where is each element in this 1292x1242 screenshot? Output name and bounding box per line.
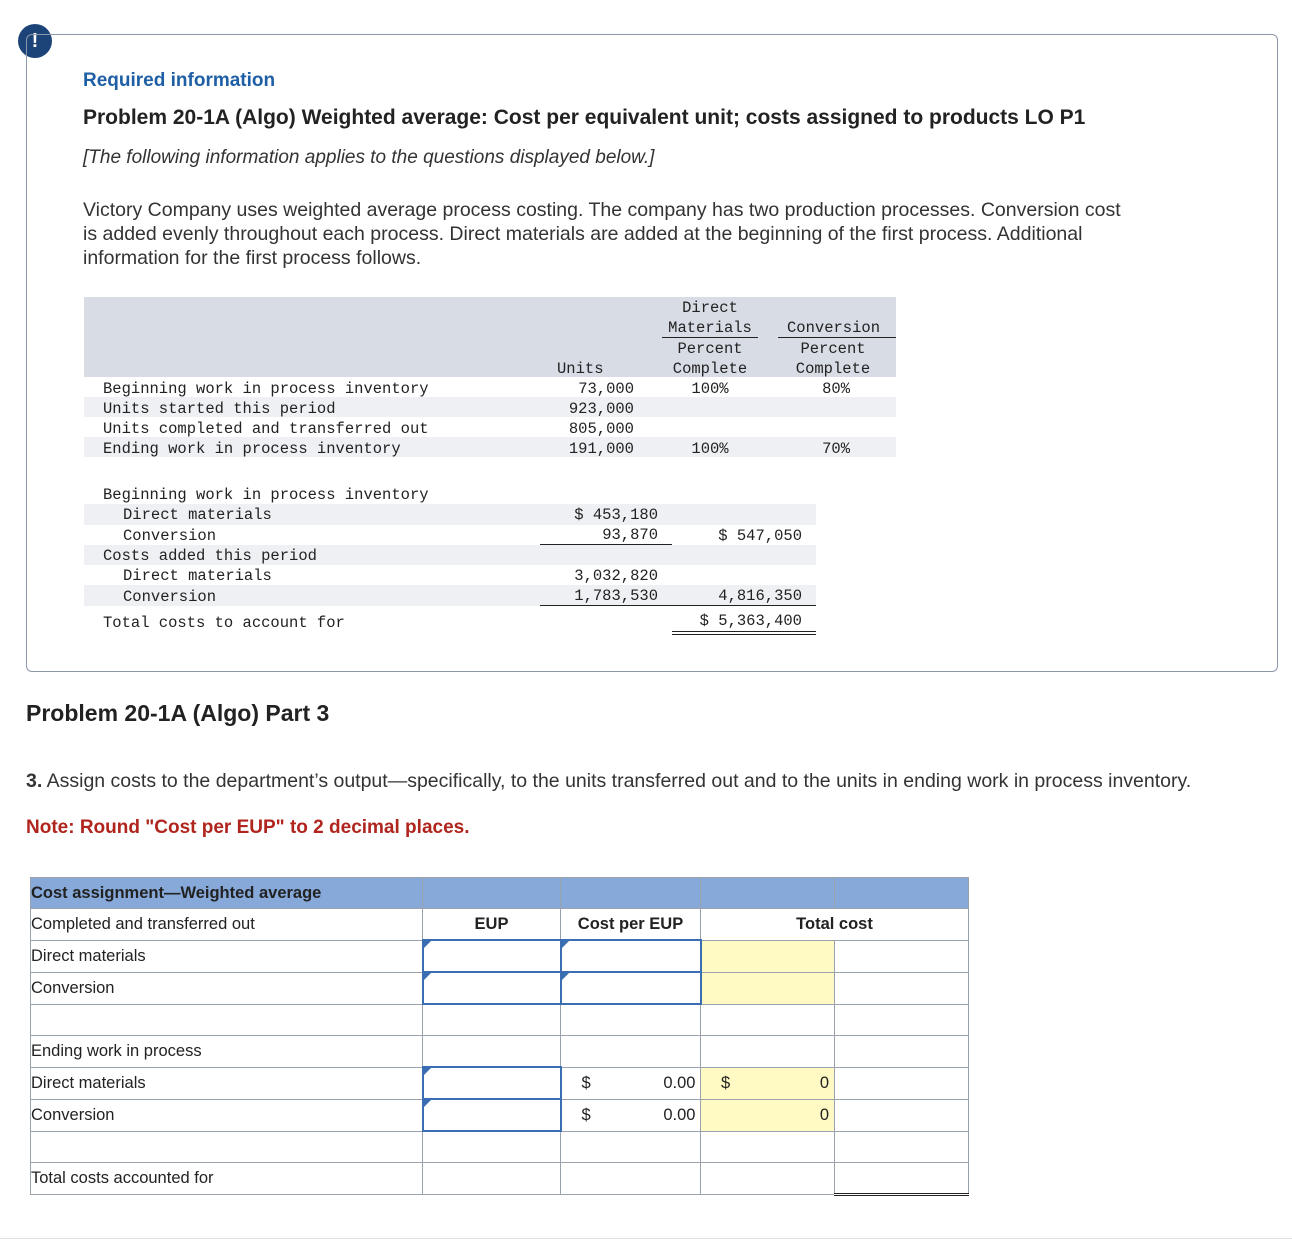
cost-added-conv-value: 1,783,530 xyxy=(574,587,658,605)
table-row xyxy=(31,940,969,972)
header-percent: Percent xyxy=(677,340,743,358)
row-label: Conversion xyxy=(31,1099,423,1131)
header-complete: Complete xyxy=(795,360,871,378)
units-row-units: 191,000 xyxy=(568,440,634,458)
cost-per-eup-input-completed-conv[interactable] xyxy=(561,972,701,1004)
eup-input-completed-conv[interactable] xyxy=(423,972,561,1004)
table-row xyxy=(31,972,969,1004)
total-accounted-label: Total costs accounted for xyxy=(31,1163,423,1195)
cost-beg-conv-label: Conversion xyxy=(123,527,217,545)
cost-per-eup-value: 0.00 xyxy=(663,1105,696,1124)
cost-added-dm-value: 3,032,820 xyxy=(574,567,658,585)
total-cost-cell-completed-dm xyxy=(701,940,835,972)
total-cost-ending-dm xyxy=(701,1067,835,1099)
cost-added-total: 4,816,350 xyxy=(718,587,802,605)
eup-input-completed-dm[interactable] xyxy=(423,940,561,972)
cost-per-eup-ending-conv xyxy=(561,1099,701,1131)
units-table-header-bg xyxy=(84,297,896,377)
units-row-label: Beginning work in process inventory xyxy=(103,380,429,398)
units-row-conv: 70% xyxy=(822,440,850,458)
subtotal-underline xyxy=(540,605,672,606)
header-underline xyxy=(662,337,758,338)
dollar-sign: $ xyxy=(581,1105,591,1124)
question-body: Assign costs to the department’s output—specifically, to the units transferred out and to the units in ending work in process inventory. xyxy=(46,770,1192,792)
units-row-units: 805,000 xyxy=(568,420,634,438)
double-underline xyxy=(672,634,816,635)
table-row xyxy=(31,909,969,941)
intro-line: information for the first process follows. xyxy=(83,247,422,269)
header-complete: Complete xyxy=(672,360,748,378)
ending-label: Ending work in process xyxy=(31,1036,423,1068)
part-title: Problem 20-1A (Algo) Part 3 xyxy=(26,700,330,726)
cost-beg-dm-label: Direct materials xyxy=(123,506,272,524)
question-number: 3. xyxy=(26,770,43,792)
eup-input-ending-dm[interactable] xyxy=(423,1067,561,1099)
cost-added-dm-label: Direct materials xyxy=(123,567,272,585)
cost-per-eup-input-completed-dm[interactable] xyxy=(561,940,701,972)
alert-icon: ! xyxy=(18,24,52,58)
rounding-note: Note: Round "Cost per EUP" to 2 decimal places. xyxy=(26,817,470,838)
units-row-label: Units completed and transferred out xyxy=(103,420,429,438)
cost-beg-label: Beginning work in process inventory xyxy=(103,486,429,504)
table-row xyxy=(31,1067,969,1099)
row-label: Direct materials xyxy=(31,940,423,972)
total-cost-value: 0 xyxy=(819,1073,829,1092)
units-row-units: 73,000 xyxy=(578,380,634,398)
double-underline xyxy=(672,631,816,632)
cost-beg-total: $ 547,050 xyxy=(718,527,802,545)
intro-line: Victory Company uses weighted average process costing. The company has two production processes. Conversion cost xyxy=(83,199,1121,221)
eup-input-ending-conv[interactable] xyxy=(423,1099,561,1131)
row-label: Conversion xyxy=(31,972,423,1004)
table-header-row xyxy=(31,878,969,909)
header-units: Units xyxy=(557,360,604,378)
header-direct: Direct xyxy=(682,299,738,317)
intro-line: is added evenly throughout each process. Direct materials are added at the beginning of the first process. Additional xyxy=(83,223,1083,245)
cost-beg-conv-value: 93,870 xyxy=(602,526,658,544)
required-information-heading: Required information xyxy=(83,70,276,91)
total-cost-cell-completed-conv xyxy=(701,972,835,1004)
cost-assignment-table xyxy=(30,877,969,1196)
header-underline xyxy=(778,337,896,338)
header-materials: Materials xyxy=(668,319,752,337)
units-row-label: Ending work in process inventory xyxy=(103,440,401,458)
completed-label: Completed and transferred out xyxy=(31,909,423,941)
col-total-cost-header: Total cost xyxy=(701,909,969,941)
table-title: Cost assignment—Weighted average xyxy=(31,878,423,909)
total-underline xyxy=(672,605,816,606)
cost-total-label: Total costs to account for xyxy=(103,614,345,632)
intro-paragraph xyxy=(83,198,1233,270)
header-conversion: Conversion xyxy=(786,319,880,337)
dollar-sign: $ xyxy=(581,1073,591,1092)
dollar-sign: $ xyxy=(721,1073,731,1092)
table-row xyxy=(31,1099,969,1131)
cost-total-value: $ 5,363,400 xyxy=(699,612,802,630)
table-row xyxy=(31,1163,969,1195)
units-row-dm: 100% xyxy=(691,440,729,458)
units-row-dm: 100% xyxy=(691,380,729,398)
total-cost-ending-conv xyxy=(701,1099,835,1131)
cost-per-eup-ending-dm xyxy=(561,1067,701,1099)
units-row-label: Units started this period xyxy=(103,400,336,418)
total-cost-value: 0 xyxy=(819,1105,829,1124)
page-bottom-divider xyxy=(0,1238,1292,1239)
row-label: Direct materials xyxy=(31,1067,423,1099)
total-accounted-cell xyxy=(835,1163,969,1195)
problem-title: Problem 20-1A (Algo) Weighted average: Cost per equivalent unit; costs assigned to products LO P1 xyxy=(83,106,1086,129)
cost-added-label: Costs added this period xyxy=(103,547,317,565)
table-row xyxy=(31,1036,969,1068)
table-row xyxy=(31,1131,969,1163)
subtotal-underline xyxy=(540,544,672,545)
cost-beg-dm-value: $ 453,180 xyxy=(574,506,658,524)
cost-per-eup-value: 0.00 xyxy=(663,1073,696,1092)
units-row-conv: 80% xyxy=(822,380,850,398)
header-percent: Percent xyxy=(800,340,866,358)
table-row xyxy=(31,1004,969,1036)
col-eup-header: EUP xyxy=(423,909,561,941)
units-row-units: 923,000 xyxy=(568,400,634,418)
applies-note: [The following information applies to the questions displayed below.] xyxy=(83,147,655,168)
cost-added-conv-label: Conversion xyxy=(123,588,217,606)
col-cost-per-eup-header: Cost per EUP xyxy=(561,909,701,941)
question-text xyxy=(26,769,1256,793)
